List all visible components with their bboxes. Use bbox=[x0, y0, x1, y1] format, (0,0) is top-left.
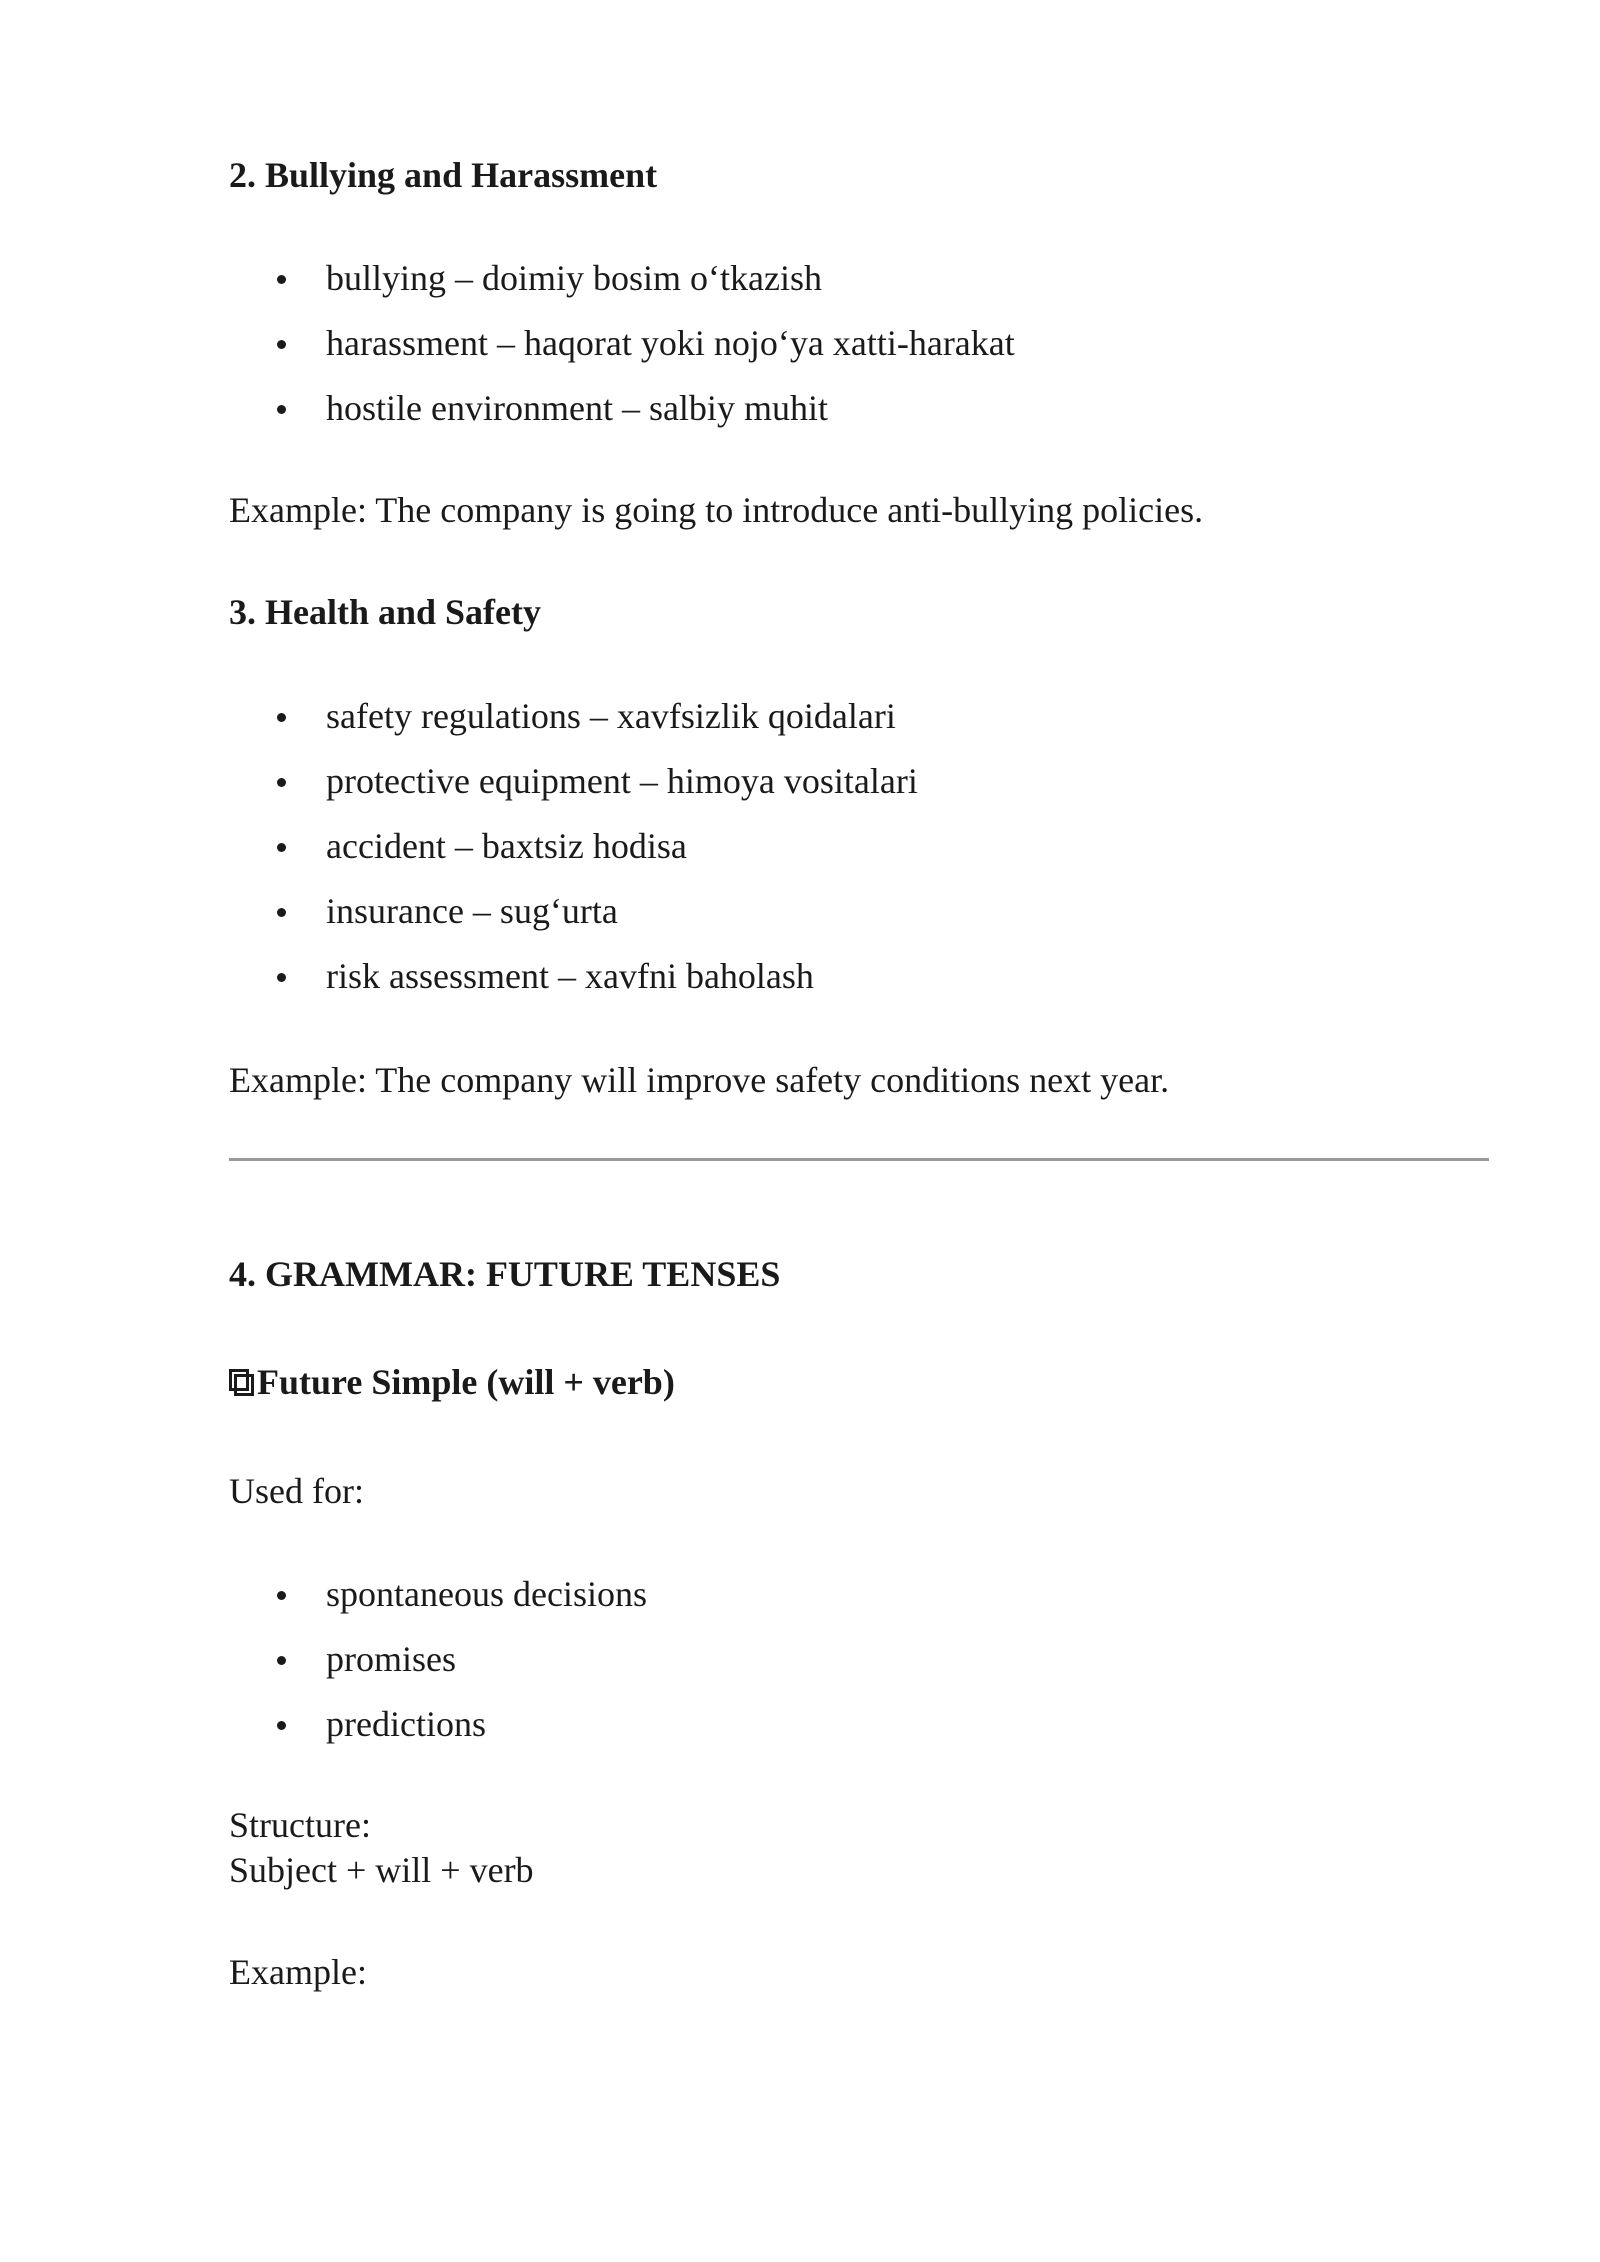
list-item: spontaneous decisions bbox=[229, 1572, 647, 1637]
bullet-icon bbox=[277, 908, 286, 917]
horizontal-divider bbox=[229, 1158, 1489, 1161]
used-for-label: Used for: bbox=[229, 1471, 364, 1511]
section-4-heading: 4. GRAMMAR: FUTURE TENSES bbox=[229, 1254, 781, 1294]
list-item: harassment – haqorat yoki nojo‘ya xatti-harakat bbox=[229, 321, 1015, 386]
section-2-vocab-list bbox=[229, 256, 1015, 451]
bullet-icon bbox=[277, 340, 286, 349]
bullet-icon bbox=[277, 1721, 286, 1730]
bullet-icon bbox=[277, 778, 286, 787]
example-label: Example: bbox=[229, 1952, 367, 1992]
structure-label: Structure: bbox=[229, 1805, 371, 1845]
bullet-icon bbox=[277, 843, 286, 852]
bullet-icon bbox=[277, 1591, 286, 1600]
section-2-heading: 2. Bullying and Harassment bbox=[229, 155, 658, 195]
section-3-vocab-list bbox=[229, 694, 918, 1019]
list-item: safety regulations – xavfsizlik qoidalari bbox=[229, 694, 918, 759]
section-2-example: Example: The company is going to introduce anti-bullying policies. bbox=[229, 490, 1204, 530]
future-simple-subheading: Future Simple (will + verb) bbox=[229, 1360, 675, 1404]
list-item: hostile environment – salbiy muhit bbox=[229, 386, 1015, 451]
list-item: bullying – doimiy bosim o‘tkazish bbox=[229, 256, 1015, 321]
bullet-icon bbox=[277, 405, 286, 414]
list-item: risk assessment – xavfni baholash bbox=[229, 954, 918, 1019]
bullet-icon bbox=[277, 713, 286, 722]
list-item: accident – baxtsiz hodisa bbox=[229, 824, 918, 889]
bullet-icon bbox=[277, 275, 286, 284]
section-3-example: Example: The company will improve safety conditions next year. bbox=[229, 1060, 1170, 1100]
list-item: promises bbox=[229, 1637, 647, 1702]
structure-formula: Subject + will + verb bbox=[229, 1850, 534, 1890]
list-item: predictions bbox=[229, 1702, 647, 1767]
bullet-icon bbox=[277, 973, 286, 982]
bullet-icon bbox=[277, 1656, 286, 1665]
section-3-heading: 3. Health and Safety bbox=[229, 592, 542, 632]
list-item: insurance – sug‘urta bbox=[229, 889, 918, 954]
used-for-list bbox=[229, 1572, 647, 1767]
checkbox-icon bbox=[229, 1369, 255, 1397]
list-item: protective equipment – himoya vositalari bbox=[229, 759, 918, 824]
